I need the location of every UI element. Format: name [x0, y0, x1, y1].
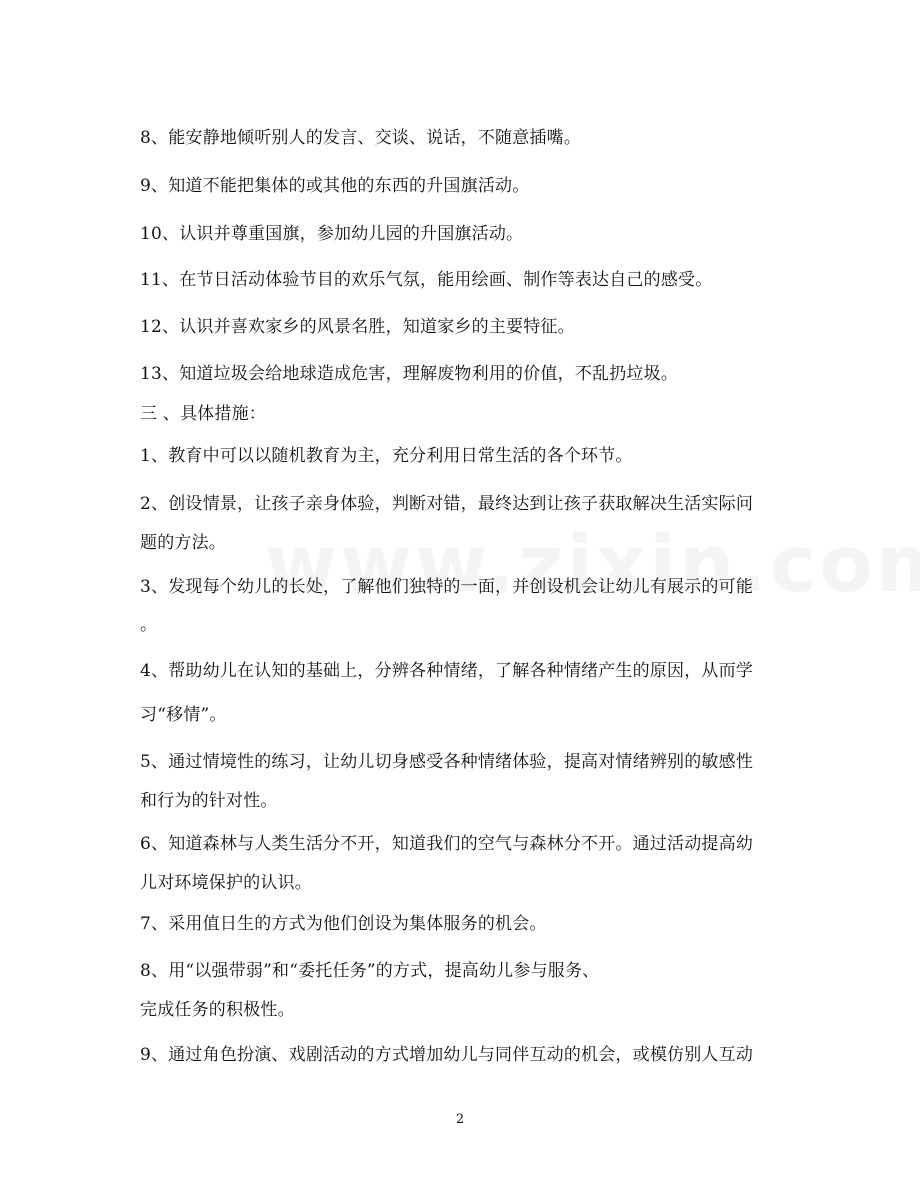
text-line: 3、发现每个幼儿的长处，了解他们独特的一面，并创设机会让幼儿有展示的可能: [140, 577, 754, 597]
text-line: 7、采用值日生的方式为他们创设为集体服务的机会。: [140, 914, 547, 934]
text-line: 习“移情”。: [140, 705, 227, 725]
page-number: 2: [455, 1112, 465, 1127]
text-line: 。: [140, 615, 158, 635]
text-line: 题的方法。: [140, 533, 226, 553]
text-line: 2、创设情景，让孩子亲身体验，判断对错，最终达到让孩子获取解决生活实际问: [140, 494, 754, 514]
text-line: 1、教育中可以以随机教育为主，充分利用日常生活的各个环节。: [140, 446, 633, 466]
text-line: 11、在节日活动体验节目的欢乐气氛，能用绘画、制作等表达自己的感受。: [140, 270, 713, 290]
text-line: 9、知道不能把集体的或其他的东西的升国旗活动。: [140, 176, 530, 196]
text-line: 9、通过角色扮演、戏剧活动的方式增加幼儿与同伴互动的机会，或模仿别人互动: [140, 1045, 754, 1065]
section-heading: 三 、具体措施：: [140, 404, 267, 424]
text-line: 10、认识并尊重国旗，参加幼儿园的升国旗活动。: [140, 224, 524, 244]
text-line: 8、能安静地倾听别人的发言、交谈、说话，不随意插嘴。: [140, 128, 582, 148]
text-line: 儿对环境保护的认识。: [140, 873, 312, 893]
text-line: 和行为的针对性。: [140, 791, 278, 811]
text-line: 8、用“以强带弱”和“委托任务”的方式，提高幼儿参与服务、: [140, 961, 600, 981]
text-line: 完成任务的积极性。: [140, 1000, 295, 1020]
text-line: 5、通过情境性的练习，让幼儿切身感受各种情绪体验，提高对情绪辨别的敏感性: [140, 752, 754, 772]
text-line: 4、帮助幼儿在认知的基础上，分辨各种情绪，了解各种情绪产生的原因，从而学: [140, 661, 754, 681]
text-line: 13、知道垃圾会给地球造成危害，理解废物利用的价值，不乱扔垃圾。: [140, 364, 679, 384]
text-line: 6、知道森林与人类生活分不开，知道我们的空气与森林分不开。通过活动提高幼: [140, 834, 754, 854]
text-line: 12、认识并喜欢家乡的风景名胜，知道家乡的主要特征。: [140, 317, 575, 337]
